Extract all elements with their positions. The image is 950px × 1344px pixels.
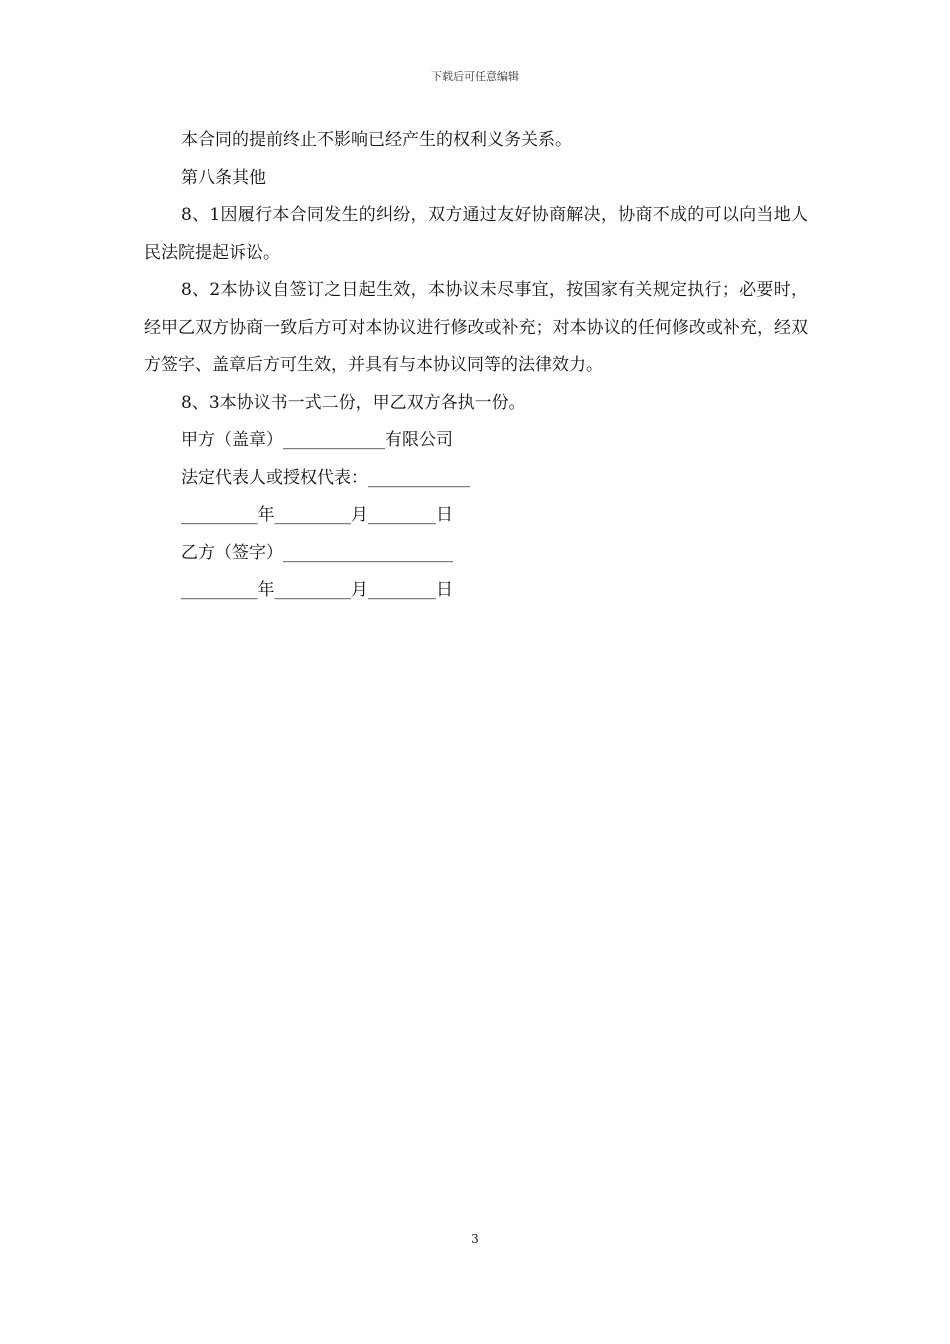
- party-b-signature-line: 乙方（签字）____________________: [181, 542, 453, 563]
- clause-8-1: 8、1因履行本合同发生的纠纷，双方通过友好协商解决，协商不成的可以向当地人民法院提起诉讼。: [144, 205, 808, 263]
- clause-8-3: 8、3本协议书一式二份，甲乙双方各执一份。: [181, 392, 526, 413]
- party-a-date-line: _________年_________月________日: [181, 505, 453, 525]
- document-body: [144, 122, 808, 610]
- legal-representative-line: 法定代表人或授权代表：____________: [181, 467, 470, 488]
- party-b-date-line: _________年_________月________日: [181, 580, 453, 600]
- page-number: 3: [471, 1232, 479, 1246]
- clause-8-2: 8、2本协议自签订之日起生效，本协议未尽事宜，按国家有关规定执行；必要时，经甲乙双方协商一致后方可对本协议进行修改或补充；对本协议的任何修改或补充，经双方签字、盖章后方可生效，并具有与本协议同等的法律效力。: [144, 280, 808, 375]
- party-a-seal-line: 甲方（盖章）____________有限公司: [181, 430, 453, 450]
- article-eight-heading: 第八条其他: [181, 167, 266, 188]
- page-header: 下载后可任意编辑: [431, 70, 519, 83]
- paragraph-termination-effect: 本合同的提前终止不影响已经产生的权利义务关系。: [181, 130, 572, 150]
